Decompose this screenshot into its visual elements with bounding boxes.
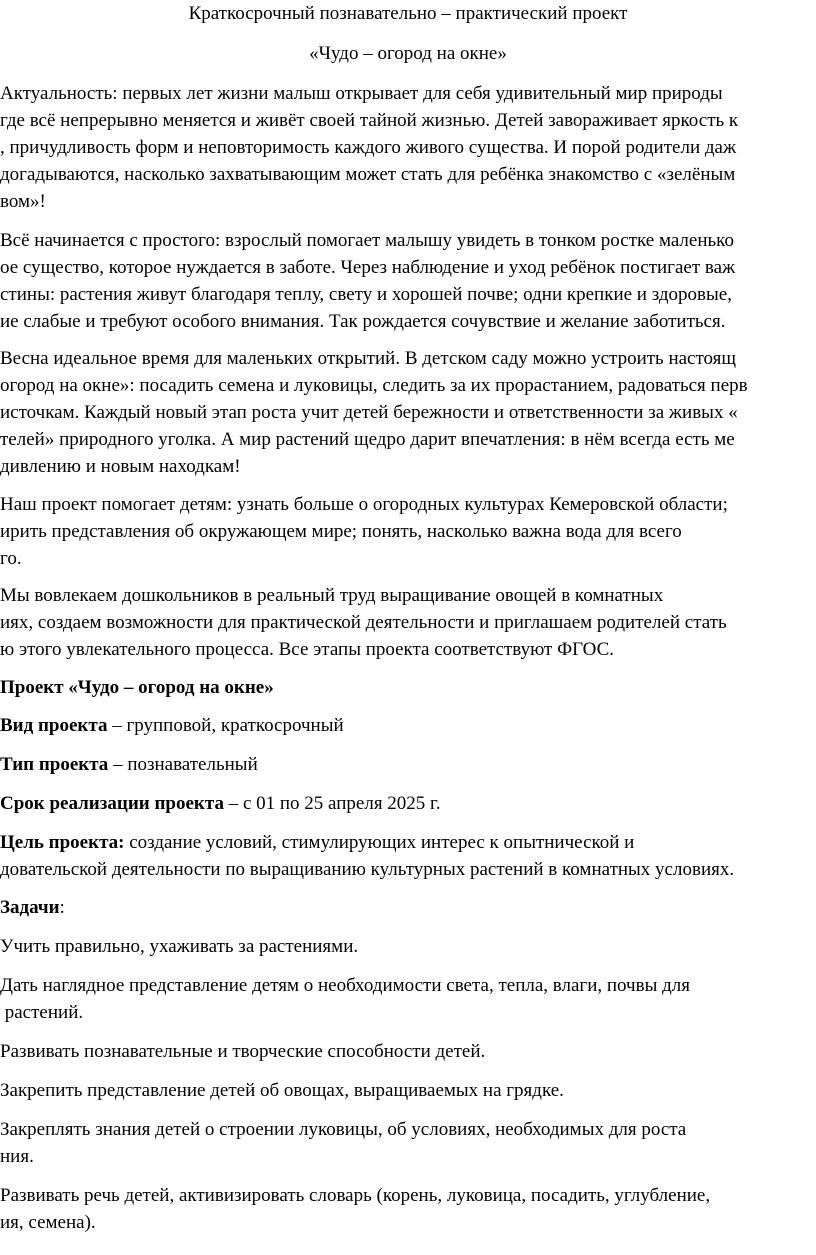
project-goal-label: Цель проекта:	[0, 832, 125, 853]
paragraph-3-line: огород на окне»: посадить семена и луковицы, следить за их прорастанием, радоваться перв	[0, 375, 748, 396]
task-item: Развивать познавательные и творческие способности детей.	[0, 1041, 486, 1062]
tasks-heading: Задачи:	[0, 897, 65, 918]
task-item: Закреплять знания детей о строении луковицы, об условиях, необходимых для роста	[0, 1119, 687, 1140]
paragraph-1-line: догадываются, насколько захватывающим может стать для ребёнка знакомство с «зелёным	[0, 164, 736, 185]
paragraph-1-line: вом»!	[0, 191, 46, 212]
tasks-label: Задачи	[0, 897, 60, 918]
paragraph-1-line: , причудливость форм и неповторимость каждого живого существа. И порой родители даж	[0, 137, 737, 158]
project-kind	[0, 714, 344, 738]
task-item-continuation: растений.	[0, 1002, 84, 1023]
task-item-continuation: ния.	[0, 1146, 34, 1167]
project-goal	[0, 831, 634, 855]
paragraph-1-line: Актуальность: первых лет жизни малыш открывает для себя удивительный мир природы	[0, 83, 723, 104]
paragraph-4-line: го.	[0, 548, 22, 569]
project-goal-line-2: довательской деятельности по выращиванию культурных растений в комнатных условиях.	[0, 859, 735, 880]
project-kind-value: – групповой, краткосрочный	[107, 715, 344, 736]
paragraph-3-line: дивлению и новым находкам!	[0, 456, 241, 477]
title-line-2: «Чудо – огород на окне»	[309, 43, 507, 64]
task-item-continuation: ия, семена).	[0, 1212, 96, 1233]
task-item: Учить правильно, ухаживать за растениями.	[0, 936, 359, 957]
paragraph-5-line: ю этого увлекательного процесса. Все этапы проекта соответствуют ФГОС.	[0, 639, 615, 660]
paragraph-5-line: Мы вовлекаем дошкольников в реальный труд выращивание овощей в комнатных	[0, 585, 664, 606]
project-type-value: – познавательный	[108, 754, 258, 775]
paragraph-1-line: где всё непрерывно меняется и живёт своей тайной жизнью. Детей завораживает яркость к	[0, 110, 739, 131]
project-type-label: Тип проекта	[0, 754, 109, 775]
paragraph-2-line: ие слабые и требуют особого внимания. Так рождается сочувствие и желание заботиться.	[0, 311, 726, 332]
paragraph-4-line: ирить представления об окружающем мире; понять, насколько важна вода для всего	[0, 521, 682, 542]
paragraph-2-line: ое существо, которое нуждается в заботе. Через наблюдение и уход ребёнок постигает важ	[0, 257, 736, 278]
task-item: Закрепить представление детей об овощах, выращиваемых на грядке.	[0, 1080, 564, 1101]
paragraph-4-line: Наш проект помогает детям: узнать больше о огородных культурах Кемеровской области;	[0, 494, 728, 515]
paragraph-3-line: телей» природного уголка. А мир растений щедро дарит впечатления: в нём всегда есть ме	[0, 429, 735, 450]
project-heading: Проект «Чудо – огород на окне»	[0, 677, 274, 698]
project-term-label: Срок реализации проекта	[0, 793, 224, 814]
title-line-1: Краткосрочный познавательно – практический проект	[188, 3, 628, 24]
paragraph-3-line: источкам. Каждый новый этап роста учит детей бережности и ответственности за живых «	[0, 402, 738, 423]
project-type	[0, 753, 258, 777]
paragraph-3-line: Весна идеальное время для маленьких открытий. В детском саду можно устроить настоящ	[0, 348, 737, 369]
task-item: Дать наглядное представление детям о необходимости света, тепла, влаги, почвы для	[0, 975, 690, 996]
project-term	[0, 792, 440, 816]
project-term-value: – с 01 по 25 апреля 2025 г.	[223, 793, 441, 814]
project-goal-value: создание условий, стимулирующих интерес к опытнической и	[124, 832, 635, 853]
task-item: Развивать речь детей, активизировать словарь (корень, луковица, посадить, углубление,	[0, 1185, 711, 1206]
paragraph-2-line: стины: растения живут благодаря теплу, свету и хорошей почве; одни крепкие и здоровые,	[0, 284, 732, 305]
project-kind-label: Вид проекта	[0, 715, 108, 736]
paragraph-5-line: иях, создаем возможности для практической деятельности и приглашаем родителей стать	[0, 612, 727, 633]
paragraph-2-line: Всё начинается с простого: взрослый помогает малышу увидеть в тонком ростке маленько	[0, 230, 734, 251]
